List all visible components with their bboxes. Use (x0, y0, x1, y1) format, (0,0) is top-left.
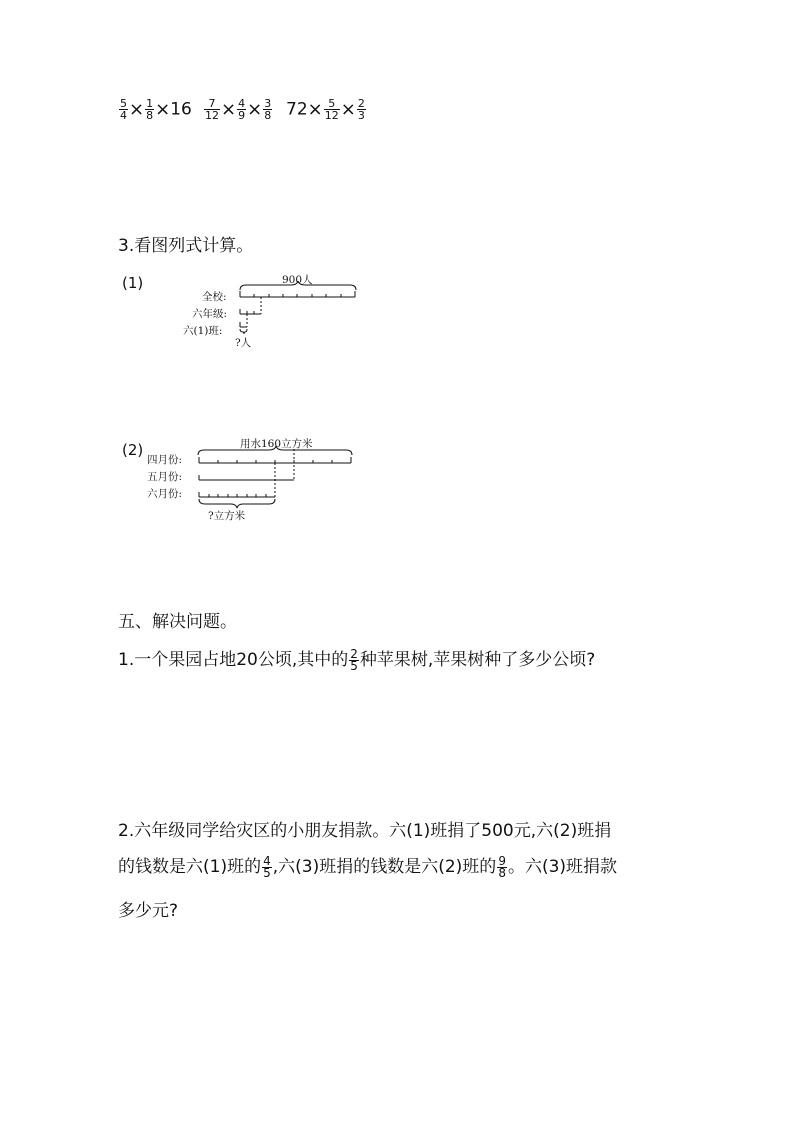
diagram-2-bottom-label: ?立方米 (208, 510, 246, 522)
section-5-title: 五、解决问题。 (118, 612, 237, 632)
question-2-line-2: 的钱数是六(1)班的 $\frac{4}{5}$ ,六(3)班捐的钱数是六(2)班的 $\frac{9}{8}$ 。六(3)班捐款 (118, 853, 618, 880)
diagram-2-top-label: 用水160立方米 (240, 438, 313, 450)
expression-3: 72× $\frac{5}{12}$ × $\frac{2}{3}$ (286, 97, 365, 122)
fraction: $\frac{1}{8}$ (146, 97, 154, 122)
diagram-1-row-label-1: 全校: (202, 291, 227, 303)
question-2-line-3: 多少元? (118, 901, 179, 921)
fraction: $\frac{5}{4}$ (120, 97, 127, 122)
diagram-2-row-label-1: 四月份: (147, 454, 183, 466)
fraction: $\frac{9}{8}$ (498, 853, 506, 880)
diagram-1-top-label: 900人 (282, 274, 313, 286)
fraction: $\frac{2}{5}$ (350, 646, 358, 673)
question-2-line-1: 2.六年级同学给灾区的小朋友捐款。六(1)班捐了500元,六(2)班捐 (118, 821, 612, 841)
fraction: $\frac{4}{5}$ (263, 853, 271, 880)
fraction: $\frac{7}{12}$ (205, 97, 219, 122)
fraction: $\frac{3}{8}$ (264, 97, 272, 122)
diagram-1-bottom-label: ?人 (235, 337, 252, 349)
diagram-1-marker: (1) (122, 274, 144, 292)
diagram-2-marker: (2) (122, 441, 144, 459)
fraction: $\frac{2}{3}$ (357, 97, 365, 122)
expression-1: $\frac{5}{4}$ × $\frac{1}{8}$ ×16 (120, 97, 192, 122)
diagram-1-row-label-3: 六(1)班: (183, 325, 223, 337)
fraction: $\frac{4}{9}$ (238, 97, 246, 122)
section-3-title: 3.看图列式计算。 (118, 236, 254, 256)
expression-2: $\frac{7}{12}$ × $\frac{4}{9}$ × $\frac{3}{8}$ (205, 97, 272, 122)
fraction: $\frac{5}{12}$ (324, 97, 339, 122)
diagram-2-row-label-2: 五月份: (147, 471, 183, 483)
question-1: 1.一个果园占地20公顷,其中的 $\frac{2}{5}$ 种苹果树,苹果树种了多少公顷? (118, 646, 596, 673)
diagram-2-bars (194, 449, 356, 511)
diagram-1-row-label-2: 六年级: (192, 308, 228, 320)
diagram-2-row-label-3: 六月份: (147, 488, 183, 500)
diagram-1-bars (236, 286, 360, 338)
